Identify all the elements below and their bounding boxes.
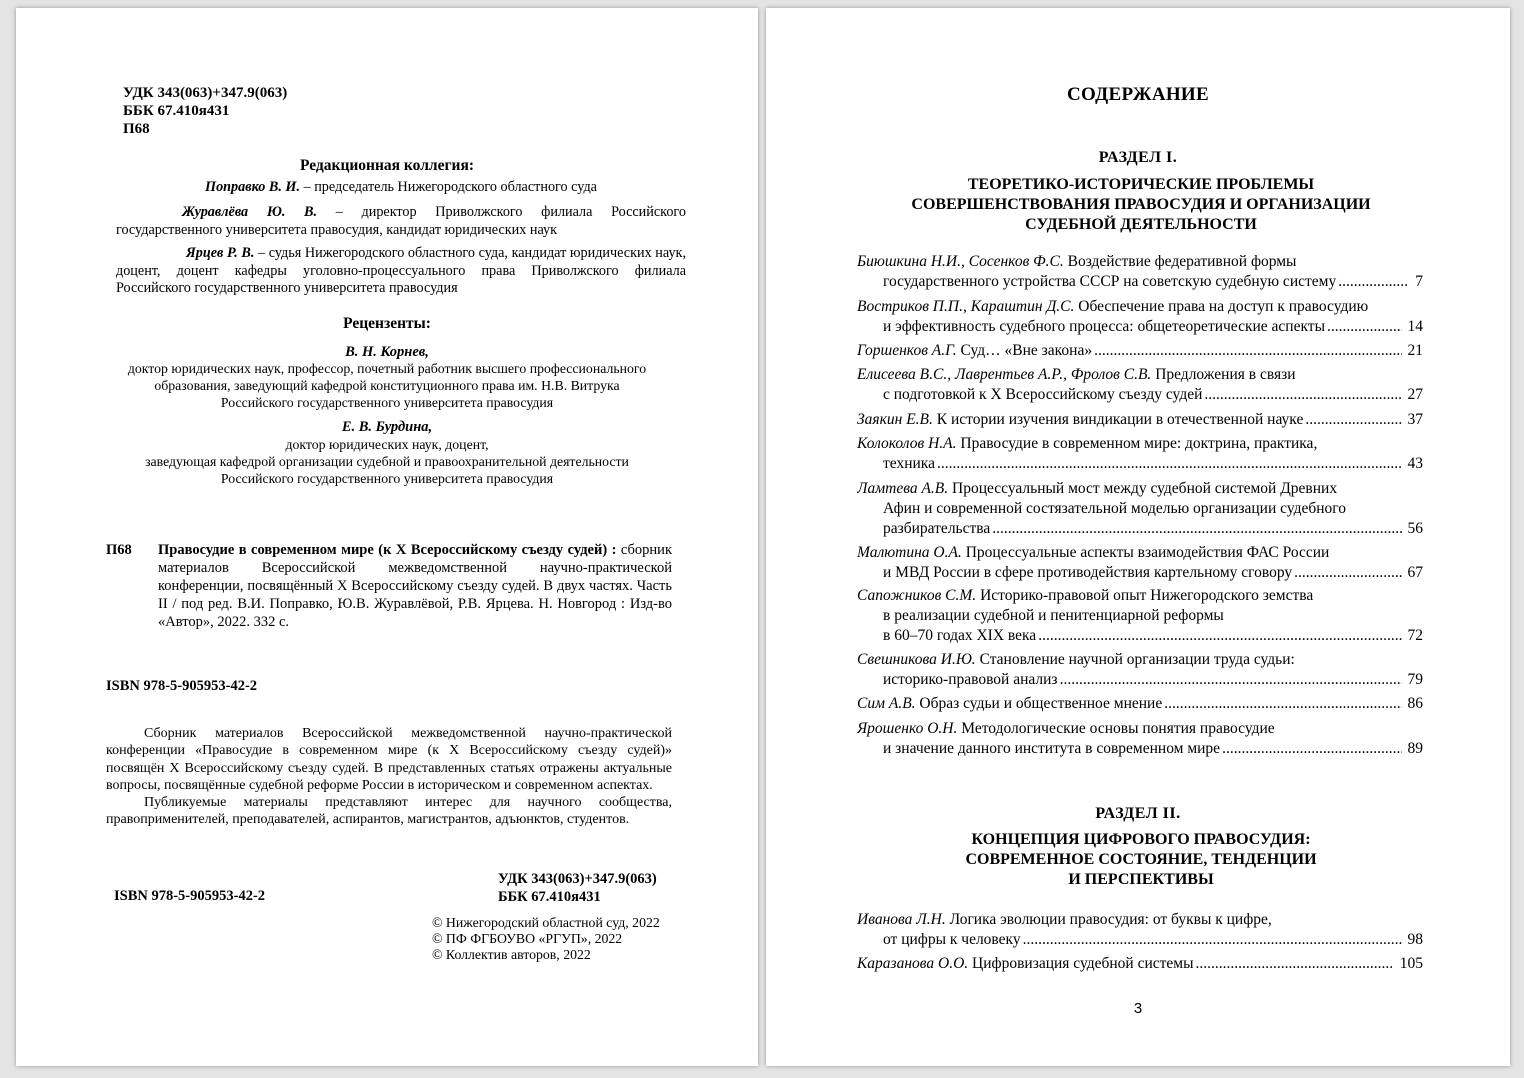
reviewer-description [96, 360, 678, 411]
toc-entry-page: 21 [1407, 342, 1423, 359]
board-member-name: Ярцев Р. В. [186, 245, 255, 261]
isbn: ISBN 978-5-905953-42-2 [106, 678, 258, 694]
toc-entry-title: Процессуальный мост между судебной системой Древних [948, 480, 1338, 497]
reviewer-desc-line: доктор юридических наук, доцент, [285, 437, 489, 452]
section-title-line: СУДЕБНОЙ ДЕЯТЕЛЬНОСТИ [1025, 216, 1257, 233]
toc-leader-dots [935, 454, 1402, 474]
toc-entry-authors: Биюшкина Н.И., Сосенков Ф.С. [857, 253, 1064, 270]
section-title-line: И ПЕРСПЕКТИВЫ [1068, 871, 1214, 888]
toc-entry-title: Правосудие в современном мире: доктрина, практика, [956, 435, 1318, 452]
copyright-line: © Нижегородский областной суд, 2022 [432, 915, 660, 930]
toc-entry-title: от цифры к человеку [883, 931, 1021, 948]
reviewer-name: Е. В. Бурдина, [341, 419, 433, 435]
udk-code: УДК 343(063)+347.9(063) [123, 85, 288, 101]
isbn-bottom: ISBN 978-5-905953-42-2 [114, 888, 266, 904]
toc-entry-title: Предложения в связи [1151, 366, 1296, 383]
toc-entry [857, 719, 1423, 759]
board-member-name: Журавлёва Ю. В. [182, 204, 318, 220]
reviewers-title: Рецензенты: [343, 315, 431, 332]
toc-leader-dots [1220, 739, 1401, 759]
section-title-line: СОВЕРШЕНСТВОВАНИЯ ПРАВОСУДИЯ И ОРГАНИЗАЦИИ [911, 196, 1371, 213]
abstract [106, 725, 672, 829]
reviewer-desc-line: заведующая кафедрой организации судебной и правоохранительной деятельности [145, 454, 629, 469]
toc-entry-title: государственного устройства СССР на советскую судебную систему [883, 273, 1337, 290]
section-title [856, 175, 1426, 235]
toc-entry-title: Образ судьи и общественное мнение [915, 695, 1163, 712]
toc-title: СОДЕРЖАНИЕ [1067, 84, 1209, 105]
board-member [116, 204, 686, 239]
udk-block-top [123, 84, 287, 138]
toc-entry [857, 479, 1423, 539]
toc-entry-authors: Колоколов Н.А. [857, 435, 957, 452]
toc-entry-title: и значение данного института в современном мире [883, 740, 1221, 757]
toc-entry [857, 341, 1423, 361]
bib-title: Правосудие в современном мире (к Х Всероссийскому съезду судей) : [158, 542, 617, 558]
page-number: 3 [1133, 1000, 1143, 1017]
abstract-paragraph: Публикуемые материалы представляют интерес для научного сообщества, правоприменителей, преподавателей, аспирантов, магистрантов, адъюнктов, студентов. [106, 795, 672, 828]
board-member-role: – председатель Нижегородского областного суда [300, 179, 597, 195]
udk-code: УДК 343(063)+347.9(063) [498, 871, 657, 887]
reviewer-desc-line: доктор юридических наук, профессор, почетный работник высшего профессионального [127, 361, 647, 376]
toc-entry-authors: Ламтева А.В. [857, 480, 949, 497]
toc-entry-title: Обеспечение права на доступ к правосудию [1074, 298, 1369, 315]
toc-entry-page: 67 [1407, 564, 1423, 581]
reviewer-name: В. Н. Корнев, [345, 344, 429, 360]
board-member [116, 245, 686, 298]
toc-entry-page: 7 [1415, 273, 1423, 290]
toc-entry-authors: Ярошенко О.Н. [857, 720, 958, 737]
toc-entry-title: с подготовкой к X Всероссийскому съезду судей [883, 386, 1203, 403]
editorial-board-title: Редакционная коллегия: [299, 157, 474, 174]
toc-entry-page: 37 [1407, 411, 1423, 428]
toc-entry-page: 89 [1407, 740, 1423, 757]
copyright-line: © Коллектив авторов, 2022 [432, 947, 591, 962]
reviewer-desc-line: образования, заведующий кафедрой конституционного права им. Н.В. Витрука [154, 378, 620, 393]
board-member-role: – судья Нижегородского областного суда, кандидат юридических наук, доцент, доцент кафедры уголовно-процессуального права Приволжского филиала Российского государственного университета правосудия [116, 245, 686, 296]
toc-entry-page: 79 [1407, 671, 1423, 688]
toc-leader-dots [1058, 670, 1402, 690]
bib-text: сборник материалов Всероссийской межведомственной научно-практической конференции, посвящённый Х Всероссийскому съезду судей. В двух частях. Часть II / под ред. В.И. Поправко, Ю.В. Журавлёвой, Р.В. Ярцева. Н. Новгород : Изд-во «Автор», 2022. 332 с. [158, 542, 672, 630]
toc-entry [857, 297, 1423, 337]
left-page [16, 8, 758, 1066]
section-label: РАЗДЕЛ II. [1095, 805, 1181, 822]
toc-entry-title: Цифровизация судебной системы [968, 955, 1194, 972]
board-member-name: Поправко В. И. [205, 179, 301, 195]
copyright-line: © ПФ ФГБОУВО «РГУП», 2022 [432, 931, 623, 946]
toc-entry [857, 434, 1423, 474]
toc-entry-title: историко-правовой анализ [883, 671, 1058, 688]
bib-code: П68 [106, 542, 132, 558]
udk-block-bottom [498, 870, 657, 906]
toc-leader-dots [1036, 626, 1401, 646]
toc-entry-title: Процессуальные аспекты взаимодействия ФАС России [961, 544, 1330, 561]
toc-entry [857, 650, 1423, 690]
toc-entry-authors: Сим А.В. [857, 695, 916, 712]
toc-entry-title: К истории изучения виндикации в отечественной науке [932, 411, 1304, 428]
toc-entry [857, 694, 1423, 714]
toc-entry [857, 410, 1423, 430]
toc-leader-dots [1202, 385, 1401, 405]
abstract-paragraph: Сборник материалов Всероссийской межведомственной научно-практической конференции «Правосудие в современном мире (к Х Всероссийскому съезду судей)» посвящён Х Всероссийскому съезду судей. В представленных статьях отражены актуальные вопросы, посвящённые судебной реформе России в историческом и современном аспектах. [106, 726, 672, 793]
toc-leader-dots [1303, 410, 1401, 430]
toc-leader-dots [1336, 272, 1409, 292]
toc-entry-title: Становление научной организации труда судьи: [975, 651, 1295, 668]
toc-entry-title: Методологические основы понятия правосудие [957, 720, 1275, 737]
toc-entry-title: в 60–70 годах XIX века [883, 627, 1037, 644]
toc-entry-authors: Свешникова И.Ю. [857, 651, 976, 668]
section-label: РАЗДЕЛ I. [1098, 149, 1178, 166]
toc-entry-title: и эффективность судебного процесса: общетеоретические аспекты [883, 318, 1325, 335]
toc-leader-dots [990, 519, 1401, 539]
toc-entry [857, 954, 1423, 974]
reviewer-desc-line: Российского государственного университета правосудия [220, 395, 554, 410]
toc-entry [857, 365, 1423, 405]
toc-entry-page: 27 [1407, 386, 1423, 403]
toc-entry-title: и МВД России в сфере противодействия картельному сговору [883, 564, 1293, 581]
toc-entry-authors: Горшенков А.Г. [857, 342, 957, 359]
bibliographic-record [106, 541, 672, 631]
board-member-role: – директор Приволжского филиала Российского государственного университета правосудия, кандидат юридических наук [116, 204, 686, 238]
toc-entry-authors: Заякин Е.В. [857, 411, 933, 428]
toc-entry-authors: Каразанова О.О. [857, 955, 969, 972]
section-title-line: КОНЦЕПЦИЯ ЦИФРОВОГО ПРАВОСУДИЯ: [971, 831, 1311, 848]
toc-entry-authors: Иванова Л.Н. [857, 911, 946, 928]
toc-leader-dots [1194, 954, 1394, 974]
toc-entry-title: Афин и современной состязательной моделью организации судебного [883, 500, 1347, 517]
bbk-code: ББК 67.410я431 [498, 889, 601, 905]
toc-entry [857, 910, 1423, 950]
reviewer-desc-line: Российского государственного университета правосудия [220, 471, 554, 486]
section-title [856, 830, 1426, 890]
toc-entry-page: 43 [1407, 455, 1423, 472]
toc-entry-authors: Елисеева В.С., Лаврентьев А.Р., Фролов С.В. [857, 366, 1152, 383]
toc-leader-dots [1292, 563, 1401, 583]
toc-entry-page: 98 [1407, 931, 1423, 948]
toc-entry [857, 586, 1423, 646]
toc-entry-page: 56 [1407, 520, 1423, 537]
toc-leader-dots [1162, 694, 1401, 714]
board-member [116, 179, 686, 197]
toc-entry-title: Суд… «Вне закона» [956, 342, 1093, 359]
toc-entry-title: техника [883, 455, 935, 472]
toc-entry-authors: Сапожников С.М. [857, 587, 977, 604]
toc-leader-dots [1325, 317, 1402, 337]
toc-entry-title: в реализации судебной и пенитенциарной реформы [883, 607, 1224, 624]
section-title-line: ТЕОРЕТИКО-ИСТОРИЧЕСКИЕ ПРОБЛЕМЫ [967, 176, 1315, 193]
toc-leader-dots [1021, 930, 1402, 950]
toc-entry-title: Воздействие федеративной формы [1063, 253, 1297, 270]
toc-entry-page: 14 [1407, 318, 1423, 335]
toc-entry-page: 105 [1399, 955, 1423, 972]
toc-entry-page: 86 [1407, 695, 1423, 712]
toc-entry-title: Логика эволюции правосудия: от буквы к цифре, [945, 911, 1272, 928]
reviewer-description [96, 436, 678, 487]
copyright-block [432, 915, 660, 963]
toc-leader-dots [1092, 341, 1401, 361]
toc-entry-authors: Малютина О.А. [857, 544, 962, 561]
toc-entry [857, 543, 1423, 583]
toc-entry-title: разбирательства [883, 520, 991, 537]
toc-entry-authors: Востриков П.П., Караштин Д.С. [857, 298, 1075, 315]
bbk-code: ББК 67.410я431 [123, 103, 230, 119]
section-title-line: СОВРЕМЕННОЕ СОСТОЯНИЕ, ТЕНДЕНЦИИ [965, 851, 1317, 868]
toc-entry [857, 252, 1423, 292]
author-mark: П68 [123, 121, 150, 137]
right-page [766, 8, 1510, 1066]
toc-entry-title: Историко-правовой опыт Нижегородского земства [976, 587, 1314, 604]
toc-entry-page: 72 [1407, 627, 1423, 644]
